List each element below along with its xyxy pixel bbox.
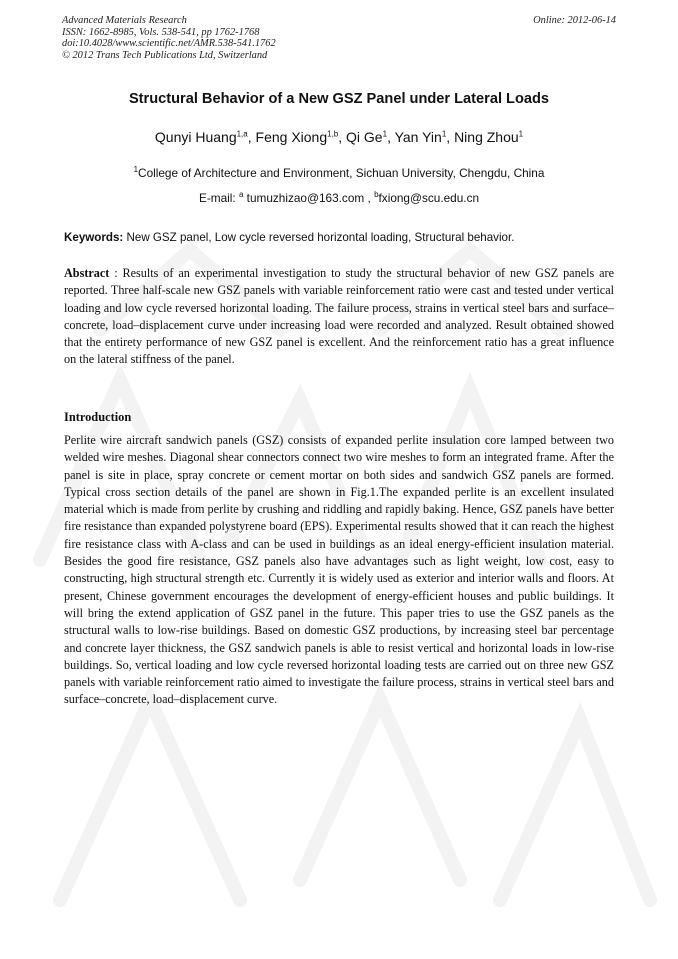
affiliation <box>0 166 678 180</box>
affiliation-mark: 1 <box>133 165 139 175</box>
author-name: Feng Xiong <box>255 129 328 145</box>
issn-line: ISSN: 1662-8985, Vols. 538-541, pp 1762-1768 <box>62 26 260 38</box>
author-name: Ning Zhou <box>454 129 519 145</box>
copyright-line: © 2012 Trans Tech Publications Ltd, Switzerland <box>62 49 268 61</box>
author-name: Qi Ge <box>346 129 383 145</box>
journal-name: Advanced Materials Research <box>62 15 187 26</box>
author-affiliation-mark: 1,b <box>327 129 339 139</box>
author-affiliation-mark: 1 <box>518 129 524 139</box>
author-separator: , <box>338 129 347 145</box>
abstract <box>64 265 614 369</box>
author-name: Qunyi Huang <box>154 129 237 145</box>
author-separator: , <box>247 129 256 145</box>
abstract-text: : Results of an experimental investigation to study the structural behavior of new GSZ panels are reported. Three half-scale new GSZ panels with variable reinforcement ratio were cast and tested under vertical loading and low cycle reversed horizontal loading. The failure process, strains in vertical steel bars and surface–concrete, load–displacement curve under increasing load were recorded and analyzed. Result obtained showed that the entirety performance of new GSZ panel is excellent. And the reinforcement ratio has a great influence on the lateral stiffness of the panel. <box>64 266 614 367</box>
affiliation-text: College of Architecture and Environment, Sichuan University, Chengdu, China <box>138 166 545 180</box>
author-list <box>0 129 678 145</box>
author-separator: , <box>387 129 395 145</box>
author-affiliation-mark: 1,a <box>236 129 248 139</box>
author-affiliation-mark: 1 <box>382 129 388 139</box>
online-date: Online: 2012-06-14 <box>533 15 616 26</box>
keywords-text: New GSZ panel, Low cycle reversed horizontal loading, Structural behavior. <box>123 231 515 244</box>
email-mark-a: a <box>238 190 244 200</box>
abstract-label: Abstract <box>64 266 110 280</box>
author-separator: , <box>446 129 455 145</box>
author-name: Yan Yin <box>394 129 442 145</box>
journal-header <box>62 15 616 61</box>
keywords-label: Keywords: <box>64 231 124 244</box>
section-heading-introduction: Introduction <box>64 410 132 424</box>
email-link-b[interactable]: fxiong@scu.edu.cn <box>378 191 480 205</box>
email-label: E-mail: <box>198 191 239 205</box>
introduction-paragraph: Perlite wire aircraft sandwich panels (GSZ) consists of expanded perlite insulation core lamped between two welded wire meshes. Diagonal shear connectors connect two wire meshes to form an integrated frame. After the panel is site in place, spray concrete or cement mortar on both sides and sandwich GSZ panels are formed. Typical cross section details of the panel are shown in Fig.1.The expanded perlite is an excellent insulated material which is made from perlite by crushing and riddling and rapidly baking. Hence, GSZ panels have better fire resistance than expanded polystyrene board (EPS). Experimental results showed that it can reach the highest fire resistance class with A-class and can be used in buildings as an ideal energy-efficient insulation material. Besides the good fire resistance, GSZ panels also have advantages such as light weight, low cost, easy to constructing, high structural strength etc. Currently it is widely used as exterior and interior walls and floors. At present, Chinese government encourages the development of energy-efficient houses and public buildings. It will bring the extend application of GSZ panel in the future. This paper tries to use the GSZ panels as the structural walls to low-rise buildings. Based on domestic GSZ productions, by increasing steel bar percentage and concrete layer thickness, the GSZ sandwich panels is able to resist vertical and horizontal loads in low-rise buildings. So, vertical loading and low cycle reversed horizontal loading tests are carried out on three new GSZ panels with variable reinforcement ratio aimed to investigate the failure process, strains in vertical steel bars and surface–concrete, load–displacement curve. <box>64 433 614 707</box>
doi-line: doi:10.4028/www.scientific.net/AMR.538-541.1762 <box>62 38 276 50</box>
keywords <box>64 231 616 244</box>
author-affiliation-mark: 1 <box>441 129 447 139</box>
email-mark-b: b <box>374 190 379 200</box>
email-line <box>0 191 678 205</box>
paper-title: Structural Behavior of a New GSZ Panel under Lateral Loads <box>128 91 550 107</box>
email-link-a[interactable]: tumuzhizao@163.com , <box>243 191 375 205</box>
